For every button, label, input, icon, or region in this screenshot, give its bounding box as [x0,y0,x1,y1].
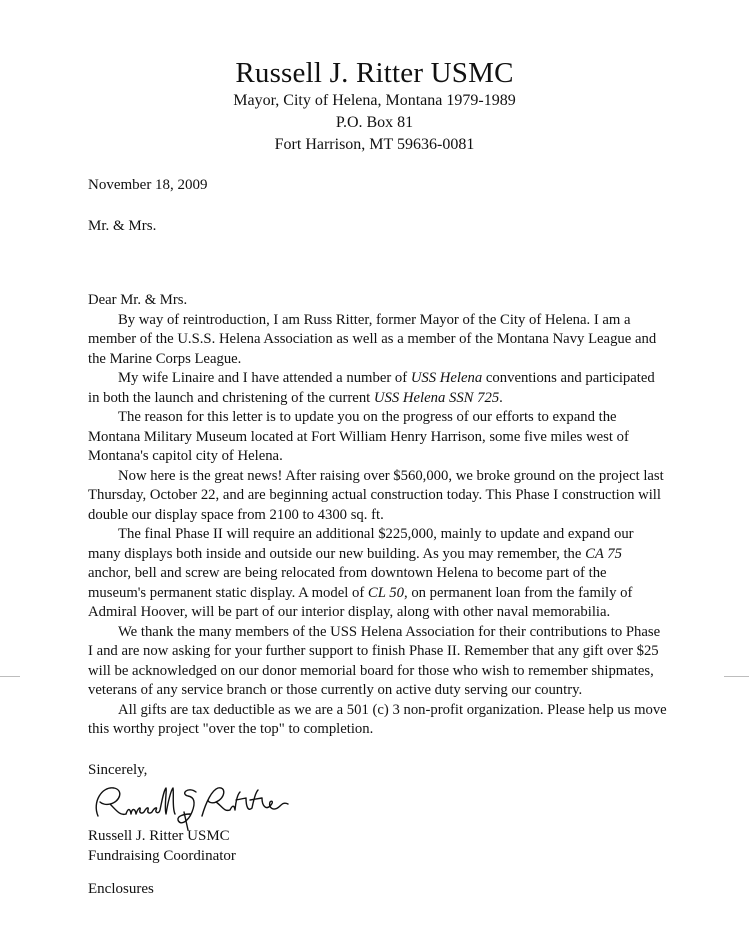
paragraph-thanks: We thank the many members of the USS Helena Association for their contributions to Phase I and are now asking for your further support to finish Phase II. Remember that any gift over $25 will be acknowledged on our donor memorial board for those who wish to remember shipmates, veterans of any service branch or those currently on active duty serving our country. [88,623,661,698]
paragraph-text: My wife Linaire and I have attended a number of [118,370,411,386]
salutation: Dear Mr. & Mrs. [88,292,188,308]
signer-name: Russell J. Ritter USMC [88,828,230,844]
ship-name: USS Helena SSN 725 [373,389,500,406]
paragraph-conventions [88,369,668,408]
letterhead-title: Mayor, City of Helena, Montana 1979-1989 [233,92,516,109]
signature-block [88,826,236,866]
signer-role: Fundraising Coordinator [88,848,236,864]
enclosures-note: Enclosures [88,881,154,897]
ship-name: CA 75 [585,545,622,562]
letter-body [88,291,668,740]
paragraph-text: conventions and participated in both the launch and christening of the current [88,370,655,406]
letterhead-name: Russell J. Ritter USMC [235,57,514,89]
scan-edge-mark-right [724,676,749,677]
paragraph-reintroduction: By way of reintroduction, I am Russ Ritter, former Mayor of the City of Helena. I am a member of the U.S.S. Helena Association as well as a member of the Montana Navy League and the Marine Corps League. [88,311,657,367]
closing: Sincerely, [88,762,148,778]
letterhead-city: Fort Harrison, MT 59636-0081 [274,136,475,153]
paragraph-great-news: Now here is the great news! After raising over $560,000, we broke ground on the project last Thursday, October 22, and are beginning actual construction today. This Phase I construction will double our display space from 2100 to 4300 sq. ft. [88,467,664,523]
paragraph-text: anchor, bell and screw are being relocated from downtown Helena to become part of the museum's permanent static display. A model of [88,565,607,601]
scan-edge-mark-left [0,676,20,677]
paragraph-text: The final Phase II will require an additional $225,000, mainly to update and expand our many displays both inside and outside our new building. As you may remember, the [88,526,634,562]
letterhead-po-box: P.O. Box 81 [335,114,414,131]
handwritten-signature [84,772,294,834]
paragraph-tax-deductible: All gifts are tax deductible as we are a 501 (c) 3 non-profit organization. Please help us move this worthy project "over the top" to completion. [88,701,667,737]
paragraph-text: , on permanent loan from the family of Admiral Hoover, will be part of our interior display, along with other naval memorabilia. [88,584,633,620]
paragraph-phase-two [88,525,668,623]
addressee: Mr. & Mrs. [88,218,157,234]
paragraph-purpose: The reason for this letter is to update you on the progress of our efforts to expand the Montana Military Museum located at Fort William Henry Harrison, some five miles west of Montana's capitol city of Helena. [88,409,629,464]
ship-name: USS Helena [410,370,483,386]
paragraph-text: . [499,389,503,406]
letterhead [0,56,749,156]
letter-date: November 18, 2009 [88,177,208,193]
ship-name: CL 50 [367,584,404,601]
